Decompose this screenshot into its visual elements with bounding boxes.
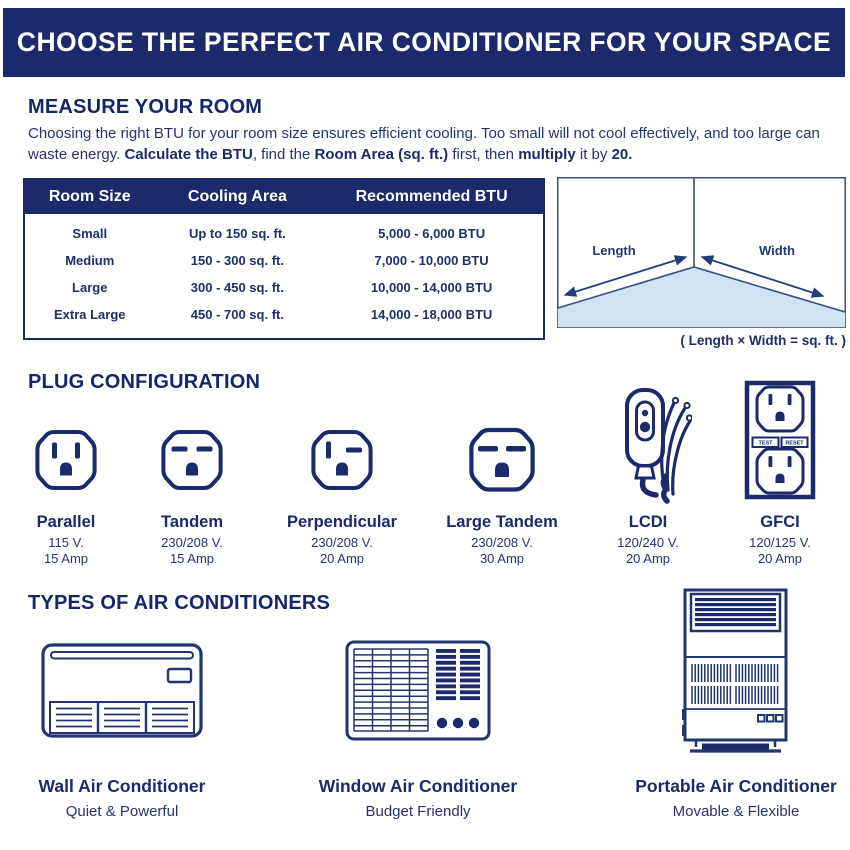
- plug-amperage: 15 Amp: [43, 551, 89, 566]
- ac-icon-box: [616, 590, 850, 758]
- intro-bold-multiply: multiply: [518, 146, 576, 163]
- table-row: [25, 220, 543, 247]
- ac-item-portable: [616, 590, 850, 821]
- large-tandem-outlet-icon: [467, 426, 537, 494]
- plug-configuration-heading: PLUG CONFIGURATION: [28, 371, 261, 393]
- gfci-reset-button-label: RESET: [785, 440, 804, 447]
- table-cell: Medium: [65, 253, 115, 268]
- plug-item-perpendicular: [272, 383, 412, 567]
- plug-name: Tandem: [160, 513, 224, 531]
- diagram-caption: ( Length × Width = sq. ft. ): [680, 333, 846, 348]
- plug-amperage: 20 Amp: [625, 551, 671, 566]
- gfci-outlet-icon: [744, 380, 816, 500]
- plug-item-parallel: [0, 383, 136, 567]
- table-header-cell: Cooling Area: [187, 188, 287, 205]
- plug-name: LCDI: [628, 513, 668, 531]
- table-row: [25, 301, 543, 328]
- plug-amperage: 20 Amp: [319, 551, 365, 566]
- room-diagram-icon: [557, 177, 846, 328]
- plug-voltage: 230/208 V.: [311, 535, 373, 550]
- intro-text: it by: [575, 146, 612, 163]
- table-header-cell: Room Size: [48, 188, 131, 205]
- plug-name: Perpendicular: [286, 513, 398, 531]
- plug-voltage: 230/208 V.: [161, 535, 223, 550]
- ac-item-wall: [2, 590, 242, 821]
- table-cell: 150 - 300 sq. ft.: [190, 253, 284, 268]
- table-cell: 10,000 - 14,000 BTU: [370, 280, 493, 295]
- window-ac-icon: [345, 640, 491, 741]
- plug-name: Parallel: [36, 513, 96, 531]
- table-row: [25, 274, 543, 301]
- plug-item-gfci: [710, 383, 850, 567]
- plug-amperage: 15 Amp: [169, 551, 215, 566]
- perpendicular-outlet-icon: [309, 428, 375, 492]
- table-header-cell: Recommended BTU: [355, 188, 508, 205]
- table-cell: 7,000 - 10,000 BTU: [374, 253, 489, 268]
- plug-icon-box: [710, 383, 850, 508]
- plug-icon-box: [0, 383, 136, 508]
- portable-ac-icon: [682, 588, 790, 756]
- plug-voltage: 230/208 V.: [471, 535, 533, 550]
- table-cell: 300 - 450 sq. ft.: [190, 280, 284, 295]
- plug-item-lcdi: [578, 383, 718, 567]
- wall-ac-icon: [41, 641, 203, 739]
- table-cell: 450 - 700 sq. ft.: [190, 307, 284, 322]
- ac-name: Wall Air Conditioner: [38, 776, 206, 796]
- intro-text: first, then: [448, 146, 519, 163]
- lcdi-plug-icon: [604, 384, 692, 508]
- measure-room-intro: [28, 123, 828, 165]
- ac-name: Window Air Conditioner: [318, 776, 518, 796]
- plug-icon-box: [122, 383, 262, 508]
- plug-item-large-tandem: [432, 383, 572, 567]
- intro-text: , find the: [252, 146, 315, 163]
- table-row: [25, 247, 543, 274]
- plug-voltage: 120/125 V.: [749, 535, 811, 550]
- plug-name: GFCI: [760, 513, 800, 531]
- plug-voltage: 115 V.: [48, 535, 84, 550]
- table-cell: Up to 150 sq. ft.: [188, 226, 286, 241]
- gfci-test-button-label: TEST: [758, 440, 773, 447]
- tandem-outlet-icon: [159, 428, 225, 492]
- plug-item-tandem: [122, 383, 262, 567]
- ac-tagline: Movable & Flexible: [672, 803, 800, 820]
- plug-icon-box: [578, 383, 718, 508]
- btu-table-body: [25, 214, 543, 338]
- table-cell: Extra Large: [53, 307, 126, 322]
- btu-table: [23, 178, 545, 340]
- room-measurement-diagram: [557, 177, 846, 328]
- btu-table-header-row: [25, 180, 543, 214]
- intro-bold-calculate-btu: Calculate the BTU: [124, 146, 253, 163]
- table-cell: 5,000 - 6,000 BTU: [378, 226, 486, 241]
- plug-icon-box: [432, 383, 572, 508]
- intro-text: Choosing the right BTU for your room size ensures efficient cooling. Too small will not cool effectively, and too large can waste energy.: [28, 125, 820, 163]
- plug-voltage: 120/240 V.: [617, 535, 679, 550]
- plug-amperage: 20 Amp: [757, 551, 803, 566]
- ac-tagline: Quiet & Powerful: [65, 803, 179, 820]
- ac-tagline: Budget Friendly: [365, 803, 471, 820]
- header-banner: [3, 8, 845, 77]
- intro-bold-room-area: Room Area (sq. ft.): [314, 146, 449, 163]
- plug-amperage: 30 Amp: [479, 551, 525, 566]
- ac-item-window: [298, 590, 538, 821]
- plug-icon-box: [272, 383, 412, 508]
- length-label: Length: [592, 243, 636, 258]
- width-label: Width: [759, 243, 795, 258]
- table-cell: Large: [72, 280, 108, 295]
- measure-room-heading: MEASURE YOUR ROOM: [28, 96, 263, 118]
- table-cell: 14,000 - 18,000 BTU: [370, 307, 493, 322]
- ac-icon-box: [298, 590, 538, 758]
- ac-name: Portable Air Conditioner: [635, 776, 837, 796]
- parallel-outlet-icon: [33, 428, 99, 492]
- intro-bold-20: 20.: [611, 146, 633, 163]
- plug-name: Large Tandem: [446, 513, 558, 531]
- ac-icon-box: [2, 590, 242, 758]
- ac-types-heading: TYPES OF AIR CONDITIONERS: [28, 592, 331, 614]
- page-title: CHOOSE THE PERFECT AIR CONDITIONER FOR YOUR SPACE: [16, 27, 832, 57]
- table-cell: Small: [72, 226, 108, 241]
